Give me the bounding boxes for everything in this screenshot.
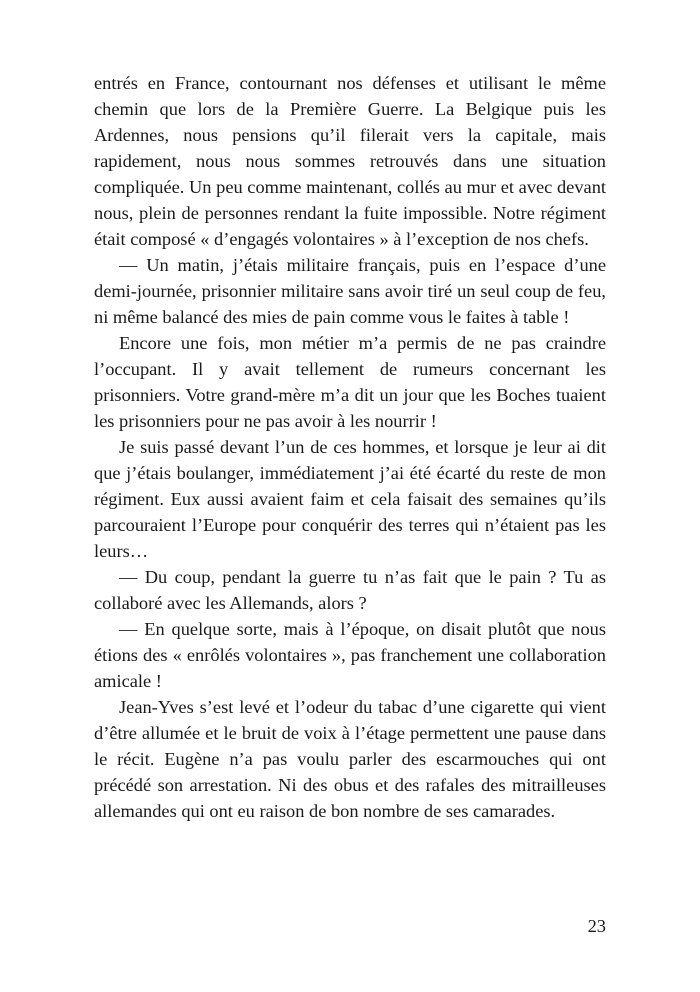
body-text — [94, 70, 606, 824]
paragraph-3: Encore une fois, mon métier m’a permis de ne pas craindre l’occupant. Il y avait tellement de rumeurs concernant les prisonniers. Votre grand-mère m’a dit un jour que les Boches tuaient les prisonniers pour ne pas avoir à les nourrir ! — [94, 333, 606, 431]
paragraph-6: — En quelque sorte, mais à l’époque, on disait plutôt que nous étions des « enrôlés volontaires », pas franchement une collaboration amicale ! — [94, 619, 606, 691]
page-number: 23 — [587, 916, 606, 936]
paragraph-2: — Un matin, j’étais militaire français, puis en l’espace d’une demi-journée, prisonnier militaire sans avoir tiré un seul coup de feu, ni même balancé des mies de pain comme vous le faites à table ! — [94, 255, 606, 327]
paragraph-5: — Du coup, pendant la guerre tu n’as fait que le pain ? Tu as collaboré avec les Allemands, alors ? — [94, 567, 606, 613]
paragraph-1: entrés en France, contournant nos défenses et utilisant le même chemin que lors de la Première Guerre. La Belgique puis les Ardennes, nous pensions qu’il filerait vers la capitale, mais rapidement, nous nous sommes retrouvés dans une situation compliquée. Un peu comme maintenant, collés au mur et avec devant nous, plein de personnes rendant la fuite impossible. Notre régiment était composé « d’engagés volontaires » à l’exception de nos chefs. — [94, 73, 606, 249]
paragraph-7: Jean-Yves s’est levé et l’odeur du tabac d’une cigarette qui vient d’être allumée et le bruit de voix à l’étage permettent une pause dans le récit. Eugène n’a pas voulu parler des escarmouches qui ont précédé son arrestation. Ni des obus et des rafales des mitrailleuses allemandes qui ont eu raison de bon nombre de ses camarades. — [94, 697, 606, 821]
paragraph-4: Je suis passé devant l’un de ces hommes, et lorsque je leur ai dit que j’étais boulanger, immédiatement j’ai été écarté du reste de mon régiment. Eux aussi avaient faim et cela faisait des semaines qu’ils parcouraient l’Europe pour conquérir des terres qui n’étaient pas les leurs… — [94, 437, 606, 561]
